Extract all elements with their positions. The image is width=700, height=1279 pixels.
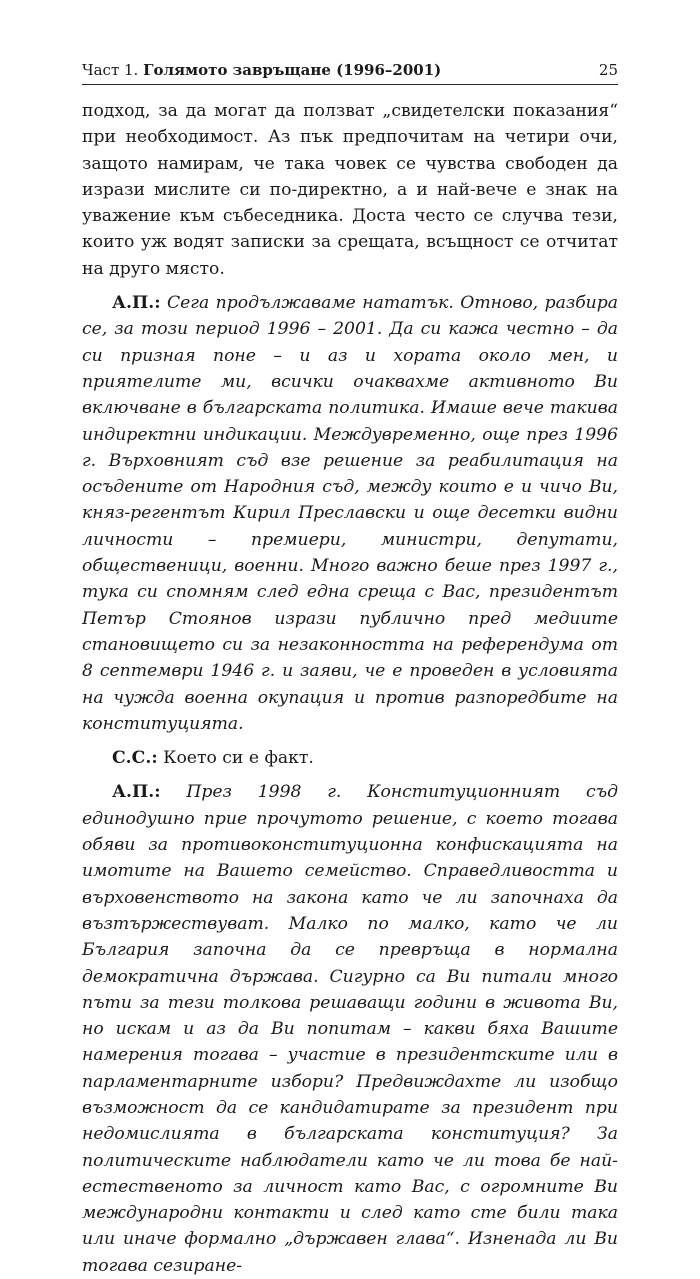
speaker-label: А.П.: bbox=[112, 782, 161, 803]
paragraph-answer bbox=[82, 745, 618, 771]
paragraph-text: През 1998 г. Конституционният съд единодушно прие прочутото решение, с което тогава обяви за противоконституционна конфискацията на имотите на Вашето семейство. Справедливостта и върховенството на закона като че ли започнаха да възтържествуват. Малко по малко, като че ли България започна да се превръща в нормална демократична държава. Сигурно са Ви питали много пъти за тези толкова решаващи години в живота Ви, но искам и аз да Ви попитам – какви бяха Вашите намерения тогава – участие в президентските или в парламентарните избори? Предвиждахте ли изобщо възможност да се кандидатирате за президент при недомислията в българската конституция? За политическите наблюдатели като че ли това бе най-естественото за личност като Вас, с огромните Ви международни контакти и след като сте били така или иначе формално „държавен глава“. Изненада ли Ви тогава сезиране- bbox=[82, 782, 618, 1276]
paragraph-text: подход, за да могат да ползват „свидетелски показания“ при необходимост. Аз пък предпочитам на четири очи, защото намирам, че така човек се чувства свободен да изрази мислите си по-директно, а и най-вече е знак на уважение към събеседника. Доста често се случва тези, които уж водят записки за срещата, всъщност се отчитат на друго място. bbox=[82, 101, 618, 279]
paragraph-text: Сега продължаваме нататък. Отново, разбира се, за този период 1996 – 2001. Да си кажа честно – да си призная поне – и аз и хората около мен, и приятелите ми, всички очаквахме активното Ви включване в българската политика. Имаше вече такива индиректни индикации. Междувременно, още през 1996 г. Върховният съд взе решение за реабилитация на осъдените от Народния съд, между които е и чичо Ви, княз-регентът Кирил Преславски и още десетки видни личности – премиери, министри, депутати, общественици, военни. Много важно беше през 1997 г., тука си спомням след една среща с Вас, президентът Петър Стоянов изрази публично пред медиите становището си за незаконността на референдума от 8 септември 1946 г. и заяви, че е проведен в условията на чужда военна окупация и против разпоредбите на конституцията. bbox=[82, 293, 618, 734]
running-header bbox=[82, 60, 618, 85]
paragraph-continuation bbox=[82, 98, 618, 282]
page-number: 25 bbox=[598, 61, 618, 79]
chapter-title: Голямото завръщане (1996–2001) bbox=[143, 61, 442, 79]
paragraph-question bbox=[82, 779, 618, 1279]
chapter-heading bbox=[82, 60, 441, 80]
paragraph-question bbox=[82, 290, 618, 737]
speaker-label: А.П.: bbox=[112, 293, 161, 314]
speaker-label: С.С.: bbox=[112, 748, 158, 769]
part-label: Част 1. bbox=[82, 61, 139, 79]
body-text bbox=[82, 98, 618, 1279]
paragraph-text: Което си е факт. bbox=[163, 748, 314, 769]
